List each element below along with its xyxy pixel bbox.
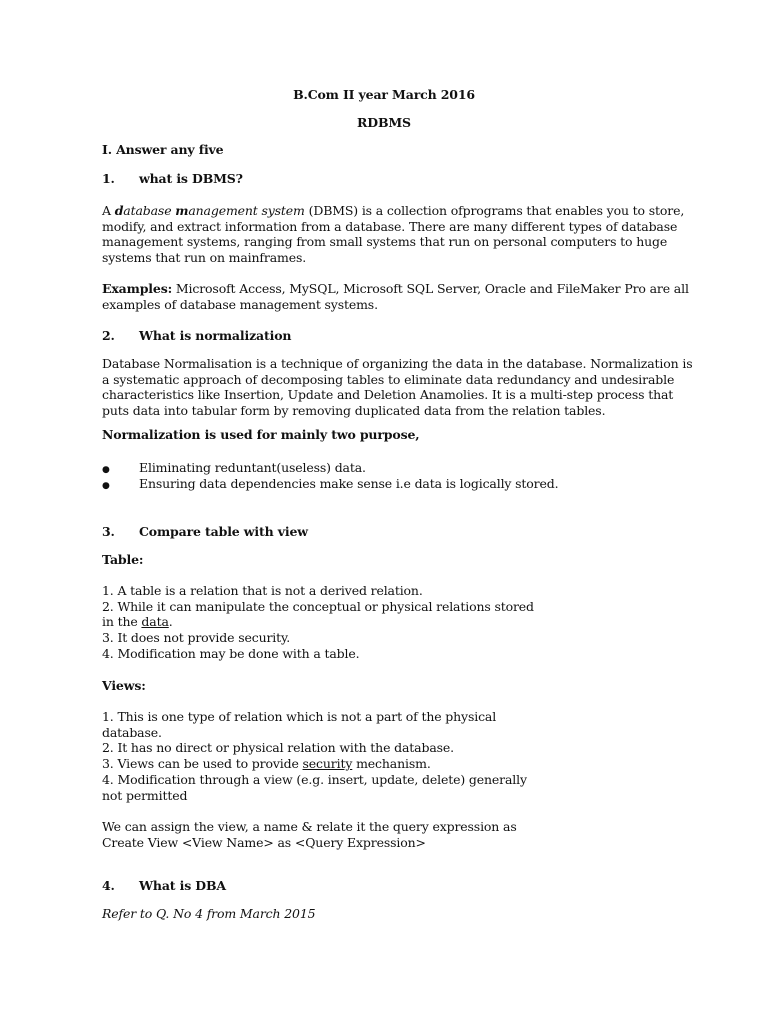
- subject-heading: RDBMS: [357, 115, 411, 130]
- q1-italic: anagement system: [188, 203, 305, 218]
- table-label: Table:: [102, 552, 144, 567]
- q1-examples-line-1: [102, 281, 689, 297]
- instruction-heading: I. Answer any five: [102, 142, 224, 157]
- q4-heading: [102, 878, 226, 894]
- q2-purpose: Normalization is used for mainly two purpose,: [102, 427, 420, 442]
- table-item-text: in the: [102, 614, 142, 629]
- q2-bullet-1: Eliminating reduntant(useless) data.: [139, 460, 366, 475]
- views-item-4: 4. Modification through a view (e.g. insert, update, delete) generally: [102, 772, 527, 787]
- table-item-2: 2. While it can manipulate the conceptual or physical relations stored: [102, 599, 534, 614]
- q1-examples-line-2: examples of database management systems.: [102, 297, 378, 312]
- q1-para-line-4: systems that run on mainframes.: [102, 250, 307, 265]
- table-item-1: 1. A table is a relation that is not a derived relation.: [102, 583, 423, 598]
- views-item-3: [102, 756, 431, 772]
- q4-reference: Refer to Q. No 4 from March 2015: [102, 906, 316, 921]
- q1-para-line-3: management systems, ranging from small systems that run on personal computers to huge: [102, 234, 668, 249]
- data-link[interactable]: data: [141, 614, 169, 629]
- views-item-4-cont: not permitted: [102, 788, 188, 803]
- q3-title: Compare table with view: [139, 524, 308, 539]
- table-item-3: 3. It does not provide security.: [102, 630, 291, 645]
- q3-heading: [102, 524, 308, 540]
- q2-title: What is normalization: [139, 328, 292, 343]
- q1-para-line-2: modify, and extract information from a database. There are many different types of database: [102, 219, 678, 234]
- q2-line-2: a systematic approach of decomposing tables to eliminate data redundancy and undesirable: [102, 372, 675, 387]
- q2-bullet-2: Ensuring data dependencies make sense i.e data is logically stored.: [139, 476, 559, 491]
- q4-number: 4.: [102, 878, 115, 893]
- views-item-text: 3. Views can be used to provide: [102, 756, 303, 771]
- q3-number: 3.: [102, 524, 115, 539]
- views-label: Views:: [102, 678, 146, 693]
- q1-title: what is DBMS?: [139, 171, 243, 186]
- q1-emph: m: [175, 203, 189, 218]
- examples-text: Microsoft Access, MySQL, Microsoft SQL Server, Oracle and FileMaker Pro are all: [172, 281, 689, 296]
- security-link[interactable]: security: [302, 756, 353, 771]
- q1-number: 1.: [102, 171, 115, 186]
- q1-emph: d: [114, 203, 124, 218]
- views-item-1-cont: database.: [102, 725, 162, 740]
- bullet-icon: ●: [102, 465, 110, 475]
- table-item-4: 4. Modification may be done with a table.: [102, 646, 360, 661]
- views-item-2: 2. It has no direct or physical relation with the database.: [102, 740, 454, 755]
- q1-para-line-1: [102, 203, 684, 219]
- views-item-text: mechanism.: [352, 756, 431, 771]
- document-title: B.Com II year March 2016: [293, 87, 475, 102]
- q2-number: 2.: [102, 328, 115, 343]
- q1-italic: atabase: [123, 203, 176, 218]
- table-item-text: .: [168, 614, 173, 629]
- q2-line-3: characteristics like Insertion, Update and Deletion Anamolies. It is a multi-step process that: [102, 387, 674, 402]
- q1-heading: [102, 171, 243, 187]
- bullet-icon: ●: [102, 481, 110, 491]
- q1-text: (DBMS) is a collection ofprograms that enables you to store,: [304, 203, 685, 218]
- views-item-1: 1. This is one type of relation which is not a part of the physical: [102, 709, 497, 724]
- q2-line-1: Database Normalisation is a technique of organizing the data in the database. Normalization is: [102, 356, 693, 371]
- q2-line-4: puts data into tabular form by removing duplicated data from the relation tables.: [102, 403, 606, 418]
- assign-line-2: Create View <View Name> as <Query Expression>: [102, 835, 426, 850]
- assign-line-1: We can assign the view, a name & relate it the query expression as: [102, 819, 517, 834]
- q4-title: What is DBA: [139, 878, 226, 893]
- q2-heading: [102, 328, 291, 344]
- q1-text: A: [102, 203, 115, 218]
- table-item-2-cont: [102, 614, 173, 630]
- examples-label: Examples:: [102, 281, 173, 296]
